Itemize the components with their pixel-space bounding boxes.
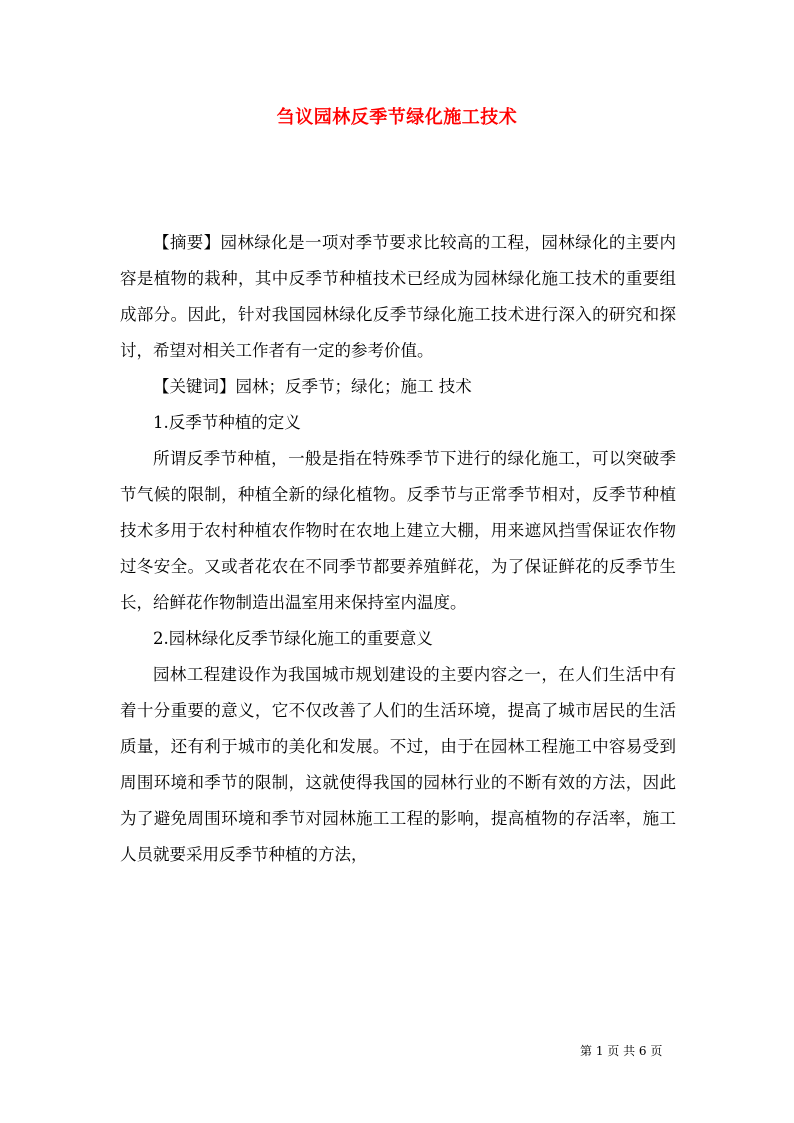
document-body: [120, 225, 676, 873]
keywords-paragraph: 【关键词】园林；反季节；绿化；施工 技术: [153, 377, 472, 396]
page-footer: 第 1 页 共 6 页: [580, 1044, 663, 1058]
document-title: 刍议园林反季节绿化施工技术: [276, 107, 518, 128]
body-paragraph: 园林工程建设作为我国城市规划建设的主要内容之一，在人们生活中有着十分重要的意义，它不仅改善了人们的生活环境，提高了城市居民的生活质量，还有利于城市的美化和发展。不过，由于在园林工程施工中容易受到周围环境和季节的限制，这就使得我国的园林行业的不断有效的方法，因此为了避免周围环境和季节对园林施工工程的影响，提高植物的存活率，施工人员就要采用反季节种植的方法，: [120, 665, 676, 864]
body-paragraph: 所谓反季节种植，一般是指在特殊季节下进行的绿化施工，可以突破季节气候的限制，种植全新的绿化植物。反季节与正常季节相对，反季节种植技术多用于农村种植农作物时在农地上建立大棚，用来遮风挡雪保证农作物过冬安全。又或者花农在不同季节都要养殖鲜花，为了保证鲜花的反季节生长，给鲜花作物制造出温室用来保持室内温度。: [120, 449, 676, 612]
section-heading-2: 2.园林绿化反季节绿化施工的重要意义: [153, 629, 433, 648]
section-heading-1: 1.反季节种植的定义: [153, 413, 301, 432]
abstract-paragraph: 【摘要】园林绿化是一项对季节要求比较高的工程，园林绿化的主要内容是植物的栽种，其中反季节种植技术已经成为园林绿化施工技术的重要组成部分。因此，针对我国园林绿化反季节绿化施工技术进行深入的研究和探讨，希望对相关工作者有一定的参考价值。: [120, 233, 676, 360]
